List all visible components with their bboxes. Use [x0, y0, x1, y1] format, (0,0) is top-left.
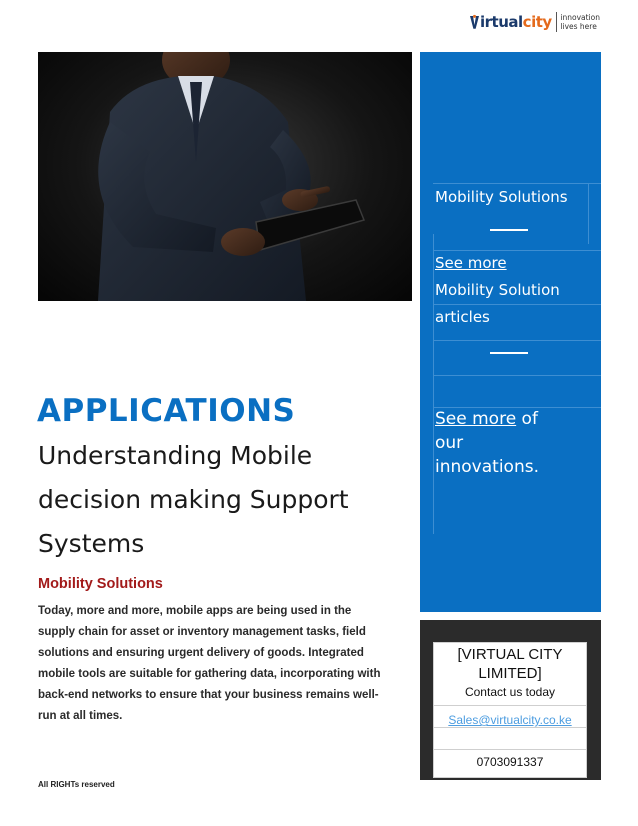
- body-line: supply chain for asset or inventory management tasks, field: [38, 626, 366, 638]
- businessman-tablet-image: [38, 52, 412, 301]
- contact-box: [420, 620, 601, 780]
- innovations-line-2: our: [435, 433, 464, 453]
- innovations-link[interactable]: See more: [435, 409, 517, 429]
- sidebar-row-divider: [433, 375, 601, 376]
- logo-word-accent: city: [522, 13, 552, 31]
- body-paragraph: [38, 601, 413, 727]
- virtualcity-logo: [470, 8, 600, 36]
- phone-number: 0703091337: [476, 755, 544, 769]
- logo-word-main: irtual: [480, 13, 523, 31]
- logo-divider: [556, 12, 557, 32]
- body-line: solutions and ensuring urgent delivery of goods. Integrated: [38, 647, 364, 659]
- innovations-line-1: [435, 408, 538, 431]
- blue-sidebar: [420, 52, 601, 612]
- hero-photo: [38, 52, 412, 301]
- contact-card: [433, 642, 587, 778]
- body-line: mobile tools are suitable for gathering data, incorporating with: [38, 668, 381, 680]
- contact-divider: [434, 727, 586, 728]
- logo-wordmark: [480, 13, 552, 31]
- company-name-line-2: LIMITED]: [478, 665, 542, 682]
- contact-cta: Contact us today: [464, 685, 556, 699]
- sidebar-border-right: [588, 184, 589, 244]
- logo-tagline: [560, 13, 600, 31]
- body-line: Today, more and more, mobile apps are being used in the: [38, 605, 352, 617]
- sidebar-border-left: [433, 234, 434, 534]
- innovations-rest: of: [516, 409, 538, 429]
- sidebar-row-divider: [433, 340, 601, 341]
- article-line-1: Mobility Solution: [435, 281, 560, 299]
- page-title: APPLICATIONS: [37, 393, 296, 429]
- sidebar-dash-2: [490, 352, 528, 354]
- contact-divider: [434, 749, 586, 750]
- subtitle-line-3: Systems: [38, 529, 145, 558]
- page-subtitle: [38, 434, 408, 566]
- sidebar-row-divider: [433, 304, 601, 305]
- see-more-link[interactable]: See more: [435, 254, 507, 272]
- sidebar-dash-1: [490, 229, 528, 231]
- logo-tagline-line-1: innovation: [560, 13, 600, 22]
- email-link[interactable]: Sales@virtualcity.co.ke: [448, 713, 572, 727]
- sidebar-heading: Mobility Solutions: [435, 188, 568, 206]
- body-line: back-end networks to ensure that your business remains well-: [38, 689, 379, 701]
- sidebar-row-divider: [433, 183, 601, 184]
- logo-tagline-line-2: lives here: [560, 22, 597, 31]
- company-name-line-1: [VIRTUAL CITY: [457, 646, 563, 663]
- innovations-line-3: innovations.: [435, 457, 539, 477]
- article-line-2: articles: [435, 308, 490, 326]
- contact-divider: [434, 705, 586, 706]
- subtitle-line-2: decision making Support: [38, 485, 349, 514]
- subtitle-line-1: Understanding Mobile: [38, 441, 313, 470]
- logo-v-icon: [470, 12, 479, 32]
- section-heading: Mobility Solutions: [38, 576, 163, 592]
- footer-rights: All RIGHTs reserved: [38, 780, 115, 789]
- body-line: run at all times.: [38, 710, 123, 722]
